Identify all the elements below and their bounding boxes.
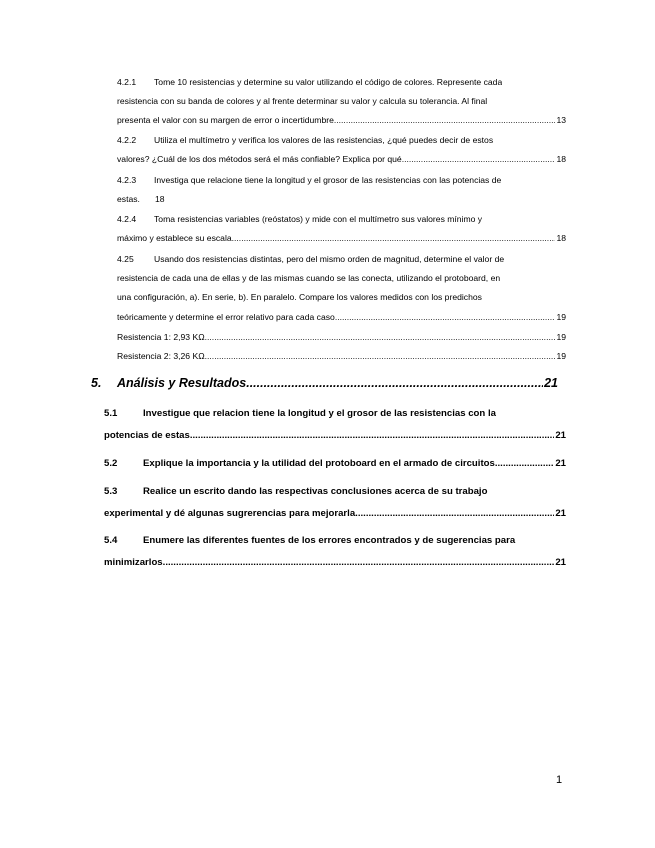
toc-page-number: 18 (556, 233, 566, 244)
toc-page-number: 21 (544, 376, 558, 390)
toc-entry-5-1[interactable] (104, 403, 566, 447)
toc-entry-5-4[interactable] (104, 530, 566, 574)
toc-entry-text: minimizarlos. (104, 557, 166, 568)
toc-entry-text: Resistencia 1: 2,93 KΩ (117, 332, 205, 342)
dot-leader (246, 376, 543, 390)
toc-entry-text: Usando dos resistencias distintas, pero del mismo orden de magnitud, determine el valor de (154, 254, 505, 264)
toc-entry-text: Explique la importancia y la utilidad del protoboard en el armado de circuitos. (143, 458, 498, 469)
toc-entry-text: máximo y establece su escala. (117, 233, 235, 244)
toc-page-number: 18 (155, 194, 165, 205)
dot-leader (358, 503, 555, 525)
toc-entry-4-25[interactable] (117, 250, 566, 327)
toc-page-number: 19 (556, 311, 566, 322)
toc-entry-text: presenta el valor con su margen de error o incertidumbre (117, 115, 334, 126)
toc-page-number: 21 (555, 458, 566, 469)
toc-entry-resistencia-1[interactable] (117, 328, 566, 347)
toc-entry-5-3[interactable] (104, 481, 566, 525)
toc-entry-text: Tome 10 resistencias y determine su valor utilizando el código de colores. Represente cada (154, 77, 503, 87)
toc-entry-text: experimental y dé algunas sugrerencias para mejorarla. (104, 508, 358, 519)
toc-entry-text: Utiliza el multímetro y verifica los valores de las resistencias, ¿qué puedes decir de estos (154, 135, 494, 145)
toc-section-5[interactable] (91, 376, 558, 390)
toc-page-number: 18 (556, 154, 566, 165)
toc-entry-4-2-4[interactable] (117, 210, 566, 248)
toc-page-number: 13 (556, 115, 566, 126)
toc-entry-number: 4.25 (117, 254, 134, 264)
toc-entry-text: resistencia de cada una de ellas y de las mismas cuando se las conecta, utilizando el protoboard, en (117, 273, 501, 284)
toc-entry-text: estas. (117, 194, 140, 205)
toc-section-number: 5. (91, 376, 102, 390)
toc-entry-number: 5.1 (104, 408, 118, 419)
dot-leader (334, 111, 556, 130)
toc-entry-text: Toma resistencias variables (reóstatos) y mide con el multímetro sus valores mínimo y (154, 214, 483, 224)
toc-page-number: 19 (556, 332, 566, 342)
toc-entry-text: potencias de estas. (104, 430, 193, 441)
dot-leader (498, 453, 555, 475)
toc-entry-4-2-1[interactable] (117, 73, 566, 131)
toc-entry-text: Realice un escrito dando las respectivas conclusiones acerca de su trabajo (143, 486, 488, 497)
toc-page-number: 21 (555, 557, 566, 568)
toc-entry-text: Investigue que relacion tiene la longitud y el grosor de las resistencias con la (143, 408, 496, 419)
toc-entry-number: 5.4 (104, 535, 118, 546)
toc-entry-5-2[interactable] (104, 453, 566, 475)
toc-entry-text: valores? ¿Cuál de los dos métodos será el más confiable? Explica por qué. (117, 154, 405, 165)
toc-entry-text: Investiga que relacione tiene la longitud y el grosor de las resistencias con las potencias de (154, 175, 502, 185)
toc-entry-4-2-3[interactable] (117, 171, 566, 209)
toc-entry-number: 4.2.4 (117, 214, 137, 224)
toc-entry-resistencia-2[interactable] (117, 347, 566, 366)
toc-entry-number: 4.2.1 (117, 77, 137, 87)
toc-entry-text: Enumere las diferentes fuentes de los errores encontrados y de sugerencias para (143, 535, 516, 546)
toc-entry-number: 5.3 (104, 486, 118, 497)
dot-leader (404, 150, 555, 169)
toc-entry-text: teóricamente y determine el error relativo para cada caso. (117, 311, 338, 322)
toc-entry-text: una configuración, a). En serie, b). En paralelo. Compare los valores medidos con los predichos (117, 292, 482, 303)
toc-page-number: 21 (555, 430, 566, 441)
dot-leader (205, 347, 556, 366)
toc-entry-number: 4.2.3 (117, 175, 137, 185)
toc-entry-4-2-2[interactable] (117, 131, 566, 169)
toc-page-number: 19 (556, 351, 566, 361)
toc-page-number: 21 (555, 508, 566, 519)
toc-entry-text: Resistencia 2: 3,26 KΩ (117, 351, 205, 361)
toc-entry-text: resistencia con su banda de colores y al frente determinar su valor y calcula su tolerancia. Al final (117, 96, 488, 107)
toc-entry-number: 4.2.2 (117, 135, 137, 145)
dot-leader (205, 328, 556, 347)
toc-section-title: Análisis y Resultados (117, 376, 247, 390)
page-number: 1 (556, 774, 563, 786)
dot-leader (193, 425, 555, 447)
dot-leader (234, 229, 555, 248)
dot-leader (165, 552, 554, 574)
toc-entry-number: 5.2 (104, 458, 118, 469)
dot-leader (337, 308, 555, 327)
